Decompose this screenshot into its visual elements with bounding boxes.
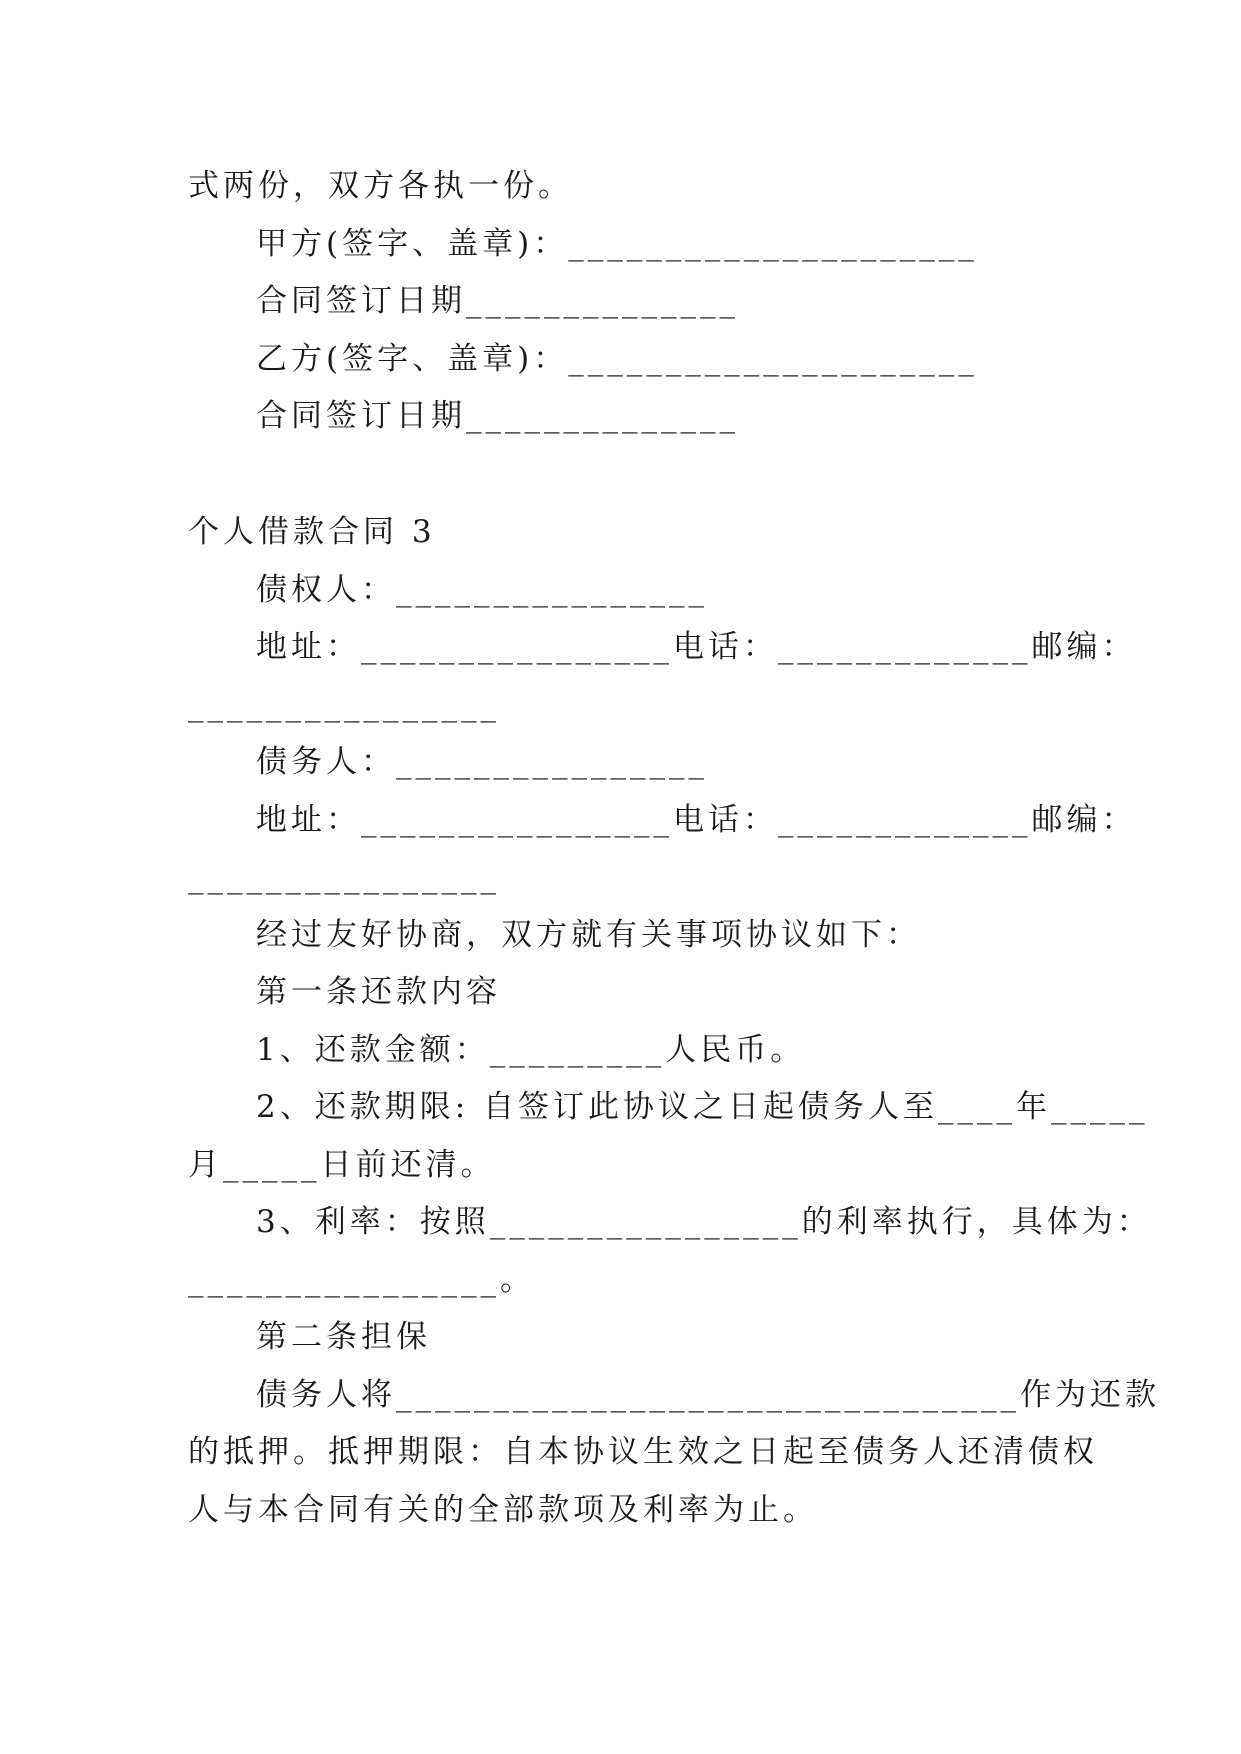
debtor-address-line: 地址：________________电话：_____________邮编： [256,802,1137,838]
creditor-address-line: 地址：________________电话：_____________邮编： [256,629,1137,665]
creditor-line: 债权人：________________ [256,572,708,608]
party-a-signature-line: 甲方(签字、盖章)：_____________________ [256,226,978,262]
interest-rate-line: 3、利率：按照________________的利率执行，具体为： [256,1204,1152,1240]
article-2-heading: 第二条担保 [256,1319,431,1355]
collateral-line: 债务人将________________________________作为还款 [256,1377,1160,1413]
repayment-amount-line: 1、还款金额：_________人民币。 [256,1032,806,1068]
party-a-date-line: 合同签订日期______________ [256,283,739,319]
agreement-intro: 经过友好协商，双方就有关事项协议如下： [256,917,921,953]
interest-rate-cont: ________________。 [188,1262,535,1298]
debtor-line: 债务人：________________ [256,744,708,780]
debtor-postcode-blank: ________________ [188,859,500,895]
party-b-date-line: 合同签订日期______________ [256,398,739,434]
text-line-signing-copies: 式两份，双方各执一份。 [188,168,573,204]
party-b-signature-line: 乙方(签字、盖章)：_____________________ [256,341,978,377]
collateral-term-line: 的抵押。抵押期限：自本协议生效之日起至债务人还清债权 [188,1434,1098,1470]
repayment-term-cont: 月_____日前还清。 [188,1147,496,1183]
contract-title: 个人借款合同 3 [188,514,436,550]
creditor-postcode-blank: ________________ [188,687,500,723]
article-1-heading: 第一条还款内容 [256,974,501,1010]
repayment-term-line: 2、还款期限: 自签订此协议之日起债务人至____年_____ [256,1089,1149,1125]
collateral-term-cont: 人与本合同有关的全部款项及利率为止。 [188,1492,818,1528]
